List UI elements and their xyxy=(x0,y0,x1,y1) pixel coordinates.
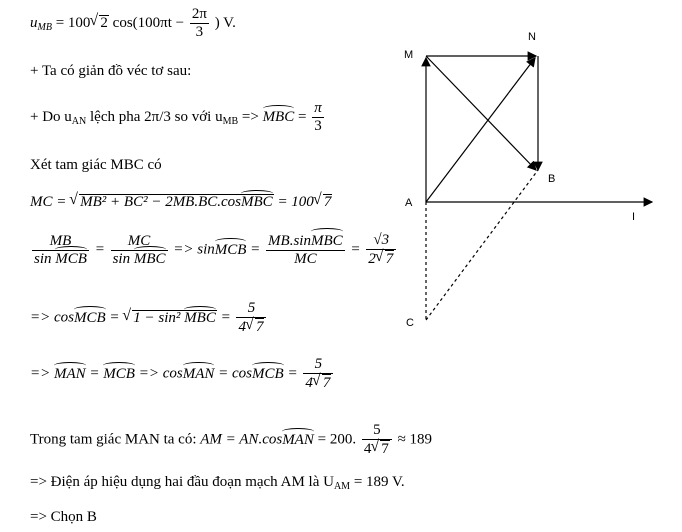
vector-an xyxy=(426,58,535,202)
equation-mc: MC = √ MB² + BC² − 2MB.BC.cosMBC = 100√ 7 xyxy=(30,194,332,210)
text-answer: => Chọn B xyxy=(30,509,97,525)
equation-u-mb: $u_{MB} = 100√$ 2 cos(100πt − $\frac{2\pi}{3}$ ) V. xyxy=(30,6,236,42)
equation-am: Trong tam giác MAN ta có: AM = AN.cosMAN = 200. $\frac{5}{4√ 7}$ ≈ 189 xyxy=(30,422,432,459)
equation-angle-equality: => MAN = MCB => cosMAN = cosMCB = $\frac{5}{4√ 7}$ xyxy=(30,356,335,393)
vector-mb xyxy=(426,56,536,170)
label-b: B xyxy=(548,173,556,185)
label-m: M xyxy=(404,49,414,61)
label-i: I xyxy=(632,211,636,223)
label-a: A xyxy=(405,197,413,209)
label-n: N xyxy=(528,31,536,43)
text-diagram-intro: + Ta có giản đồ véc tơ sau: xyxy=(30,63,192,79)
dashed-cb xyxy=(426,170,538,320)
equation-sine-rule: $\frac{MB}{\text{sin MCB}}$ = $\frac{MC}{\text{sin MBC}}$ => sinMCB = $\frac{\text{MB.sinMBC}}{MC}$ = $\frac{√3}{2√ 7}$ xyxy=(30,232,398,269)
text-conclusion: => Điện áp hiệu dụng hai đầu đoạn mạch AM là $U_{AM} = 189$ V. xyxy=(30,474,405,492)
text-triangle-mbc: Xét tam giác MBC có xyxy=(30,157,162,173)
equation-cos-mcb: => cosMCB = √ 1 − sin² MBC = $\frac{5}{4√ 7}$ xyxy=(30,300,268,337)
label-c: C xyxy=(406,317,414,329)
text-phase-difference: + Do $u_{AN}$ lệch pha 2π/3 so với $u_{MB}$ => MBC = $\frac{\pi}{3}$ xyxy=(30,100,322,135)
